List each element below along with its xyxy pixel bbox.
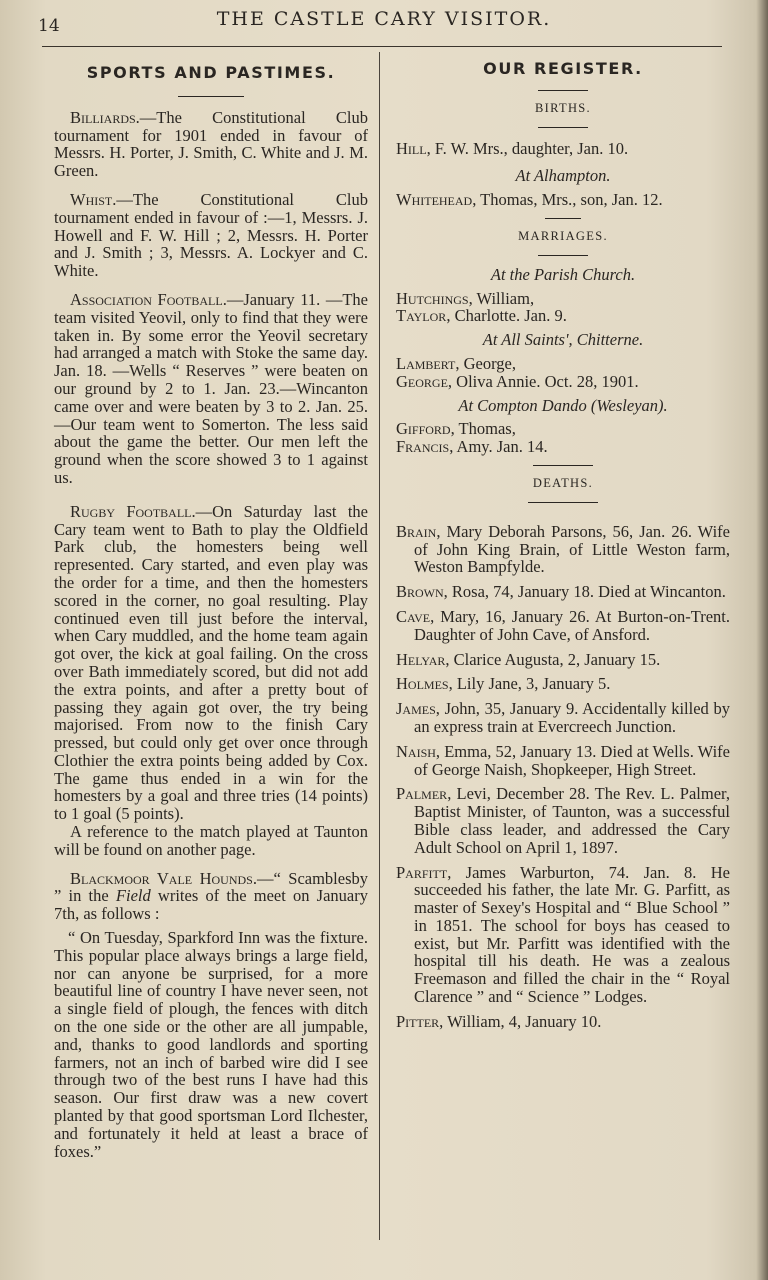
rugby-text: —On Saturday last the Cary team went to Bath to play the Oldfield Park club, the homesters being well represented. Cary started, and even play was the order for a time, and then the homesters scored in the corner, no goal resulting. Play continued even till just before the interval, when Cary muddled, and the home team again got over, the kick at goal failing. On the cross over Bath immediately scored, but did not add the extra points, and after a pretty bout of passing they again got over, the try being majorised. From now to the finish Cary pressed, but could only get over once through Clothier the extra points being added by Cox. The game thus ended in a win for the homesters by a goal and three tries (14 points) to 1 goal (5 points).: [54, 501, 369, 824]
death-name: Cave: [396, 606, 431, 626]
marriage-entry: [396, 331, 730, 390]
marriage-line: [396, 438, 730, 456]
whist-text: —The Constitutional Club tournament ended in favour of :—1, Messrs. J. Howell and F. W. Hill ; 2, Messrs. H. Porter and J. Smith ; 3, Messrs. A. Lockyer and C. White.: [54, 189, 368, 281]
billiards-paragraph: [54, 109, 368, 180]
death-name: Naish: [396, 741, 436, 761]
death-entry: [396, 583, 730, 601]
marriage-text: , Charlotte. Jan. 9.: [446, 306, 567, 326]
marriage-place: At Compton Dando (Wesleyan).: [458, 395, 668, 415]
death-text: , John, 35, January 9. Accidentally killed by an express train at Evercreech Junction.: [414, 699, 730, 736]
deaths-top-rule: [533, 465, 593, 466]
death-text: , Rosa, 74, January 18. Died at Wincanton.: [443, 582, 726, 602]
deaths-heading: DEATHS.: [532, 475, 594, 490]
death-name: Brown: [396, 582, 444, 602]
hounds-text-2: writes of the meet on January 7th, as follows :: [54, 886, 368, 924]
marriage-text: , Oliva Annie. Oct. 28, 1901.: [447, 371, 639, 391]
birth-text: , F. W. Mrs., daughter, Jan. 10.: [426, 138, 629, 158]
births-rule: [538, 127, 588, 128]
field-title: Field: [115, 886, 151, 906]
hounds-quote: “ On Tuesday, Sparkford Inn was the fixture. This popular place always brings a large field, nor can anyone be surprised, for a more beautiful line of country I have never seen, not a single field of plough, the fences with ditch on the one side or the other are all jumpable, and, thanks to good landlords and sporting farmers, not an inch of barbed wire did I see through two of the best runs I have had this season. Our first draw was a new covert planted by that good sportsman Lord Ilchester, and fortunately it held at least a brace of foxes.”: [54, 928, 368, 1161]
register-title: OUR REGISTER.: [483, 59, 643, 78]
marriage-text: , George,: [455, 353, 517, 373]
death-name: Helyar: [396, 649, 446, 669]
death-entry: [396, 864, 730, 1006]
births-place: At Alhampton.: [515, 166, 611, 186]
marriage-name: Gifford: [396, 419, 451, 439]
association-head: Association Football.: [70, 289, 227, 309]
birth-text: , Thomas, Mrs., son, Jan. 12.: [472, 190, 663, 210]
death-name: Parfitt: [396, 862, 448, 882]
whist-paragraph: [54, 191, 368, 280]
death-entry: [396, 1013, 730, 1031]
marriage-name: George: [396, 371, 448, 391]
death-text: , Mary Deborah Parsons, 56, Jan. 26. Wife of John King Brain, of Little Weston farm, Weston Bampfylde.: [414, 521, 730, 577]
hounds-paragraph: [54, 870, 368, 923]
register-rule: [538, 90, 588, 91]
death-text: , James Warburton, 74. Jan. 8. He succeeded his father, the late Mr. G. Parfitt, as master of Sexey's Hospital and “ Blue School ” in 1851. The school for boys has ceased to exist, but Mr. Parfitt was identified with the hospital till his death. He was a zealous Freemason and filled the chair in the “ Royal Clarence ” and “ Science ” Lodges.: [414, 862, 730, 1007]
death-entry: [396, 785, 730, 856]
death-name: Pitter: [396, 1011, 440, 1031]
marriage-line: [396, 290, 730, 308]
running-title: THE CASTLE CARY VISITOR.: [216, 8, 552, 30]
death-text: , Levi, December 28. The Rev. L. Palmer, Baptist Minister, of Taunton, was a successful Bible class leader, and addressed the Cary Adult School on April 1, 1897.: [414, 784, 730, 857]
marriage-text: , William,: [468, 288, 535, 308]
association-text: —January 11. —The team visited Yeovil, only to find that they were taken in. By some error the Yeovil secretary had arranged a match with Stoke the same day. Jan. 18. —Wells “ Reserves ” were beaten on our ground by 2 to 1. Jan. 23.—Wincanton came over and were beaten by 3 to 2. Jan. 25.—Our team went to Somerton. The less said about the game the better. Our men left the ground when the score showed 3 to 1 against us.: [54, 289, 369, 487]
death-text: , Emma, 52, January 13. Died at Wells. Wife of George Naish, Shopkeeper, High Street.: [414, 741, 730, 779]
marriage-line: [396, 420, 730, 438]
marriage-name: Taylor: [396, 306, 447, 326]
column-divider: [379, 52, 380, 1240]
death-name: Palmer: [396, 784, 448, 804]
marriage-text: , Thomas,: [450, 419, 516, 439]
death-name: Holmes: [396, 674, 449, 694]
hounds-text: —“ Scamblesby ” in the: [54, 868, 369, 906]
death-text: , Clarice Augusta, 2, January 15.: [445, 649, 661, 669]
whist-head: Whist.: [70, 189, 117, 209]
death-text: , Lily Jane, 3, January 5.: [448, 674, 611, 694]
sports-column: [54, 62, 368, 1160]
register-column: [396, 58, 730, 1038]
page-edge-shadow: [756, 0, 768, 1280]
death-name: Brain: [396, 521, 437, 541]
sports-title: SPORTS AND PASTIMES.: [86, 63, 336, 82]
marriage-line: [396, 373, 730, 391]
marriage-line: [396, 355, 730, 373]
deaths-rule: [528, 502, 598, 503]
marriage-name: Lambert: [396, 353, 456, 373]
death-entry: [396, 651, 730, 669]
birth-entry: [396, 140, 730, 158]
marriage-entry: [396, 397, 730, 456]
death-entry: [396, 523, 730, 576]
death-text: , Mary, 16, January 26. At Burton-on-Trent. Daughter of John Cave, of Ansford.: [414, 606, 730, 644]
page-number: 14: [38, 16, 60, 36]
rugby-head: Rugby Football.: [70, 501, 196, 521]
births-heading: BIRTHS.: [535, 100, 591, 115]
death-entry: [396, 608, 730, 644]
death-name: James: [396, 699, 436, 719]
billiards-head: Billiards.: [70, 107, 140, 127]
birth-entry: [396, 191, 730, 209]
marriages-top-rule: [545, 218, 581, 219]
marriage-place: At the Parish Church.: [490, 264, 636, 284]
marriage-text: , Amy. Jan. 14.: [449, 437, 548, 457]
marriage-name: Hutchings: [396, 288, 469, 308]
title-rule: [178, 96, 244, 97]
death-entry: [396, 743, 730, 779]
marriages-rule: [538, 255, 588, 256]
header-rule: [42, 46, 722, 47]
death-entry: [396, 675, 730, 693]
billiards-text: —The Constitutional Club tournament for 1901 ended in favour of Messrs. H. Porter, J. Smith, C. White and J. M. Green.: [54, 107, 368, 181]
hounds-head: Blackmoor Vale Hounds.: [70, 868, 257, 888]
marriage-entry: [396, 266, 730, 325]
marriage-line: [396, 307, 730, 325]
association-paragraph: [54, 291, 368, 487]
birth-name: Whitehead: [396, 190, 473, 210]
marriage-place: At All Saints', Chitterne.: [482, 330, 644, 350]
rugby-reference: A reference to the match played at Taunton will be found on another page.: [54, 822, 368, 859]
marriages-heading: MARRIAGES.: [518, 228, 608, 243]
death-text: , William, 4, January 10.: [439, 1011, 602, 1031]
rugby-paragraph: [54, 503, 368, 823]
marriage-name: Francis: [396, 437, 450, 457]
birth-name: Hill: [396, 138, 427, 158]
death-entry: [396, 700, 730, 736]
